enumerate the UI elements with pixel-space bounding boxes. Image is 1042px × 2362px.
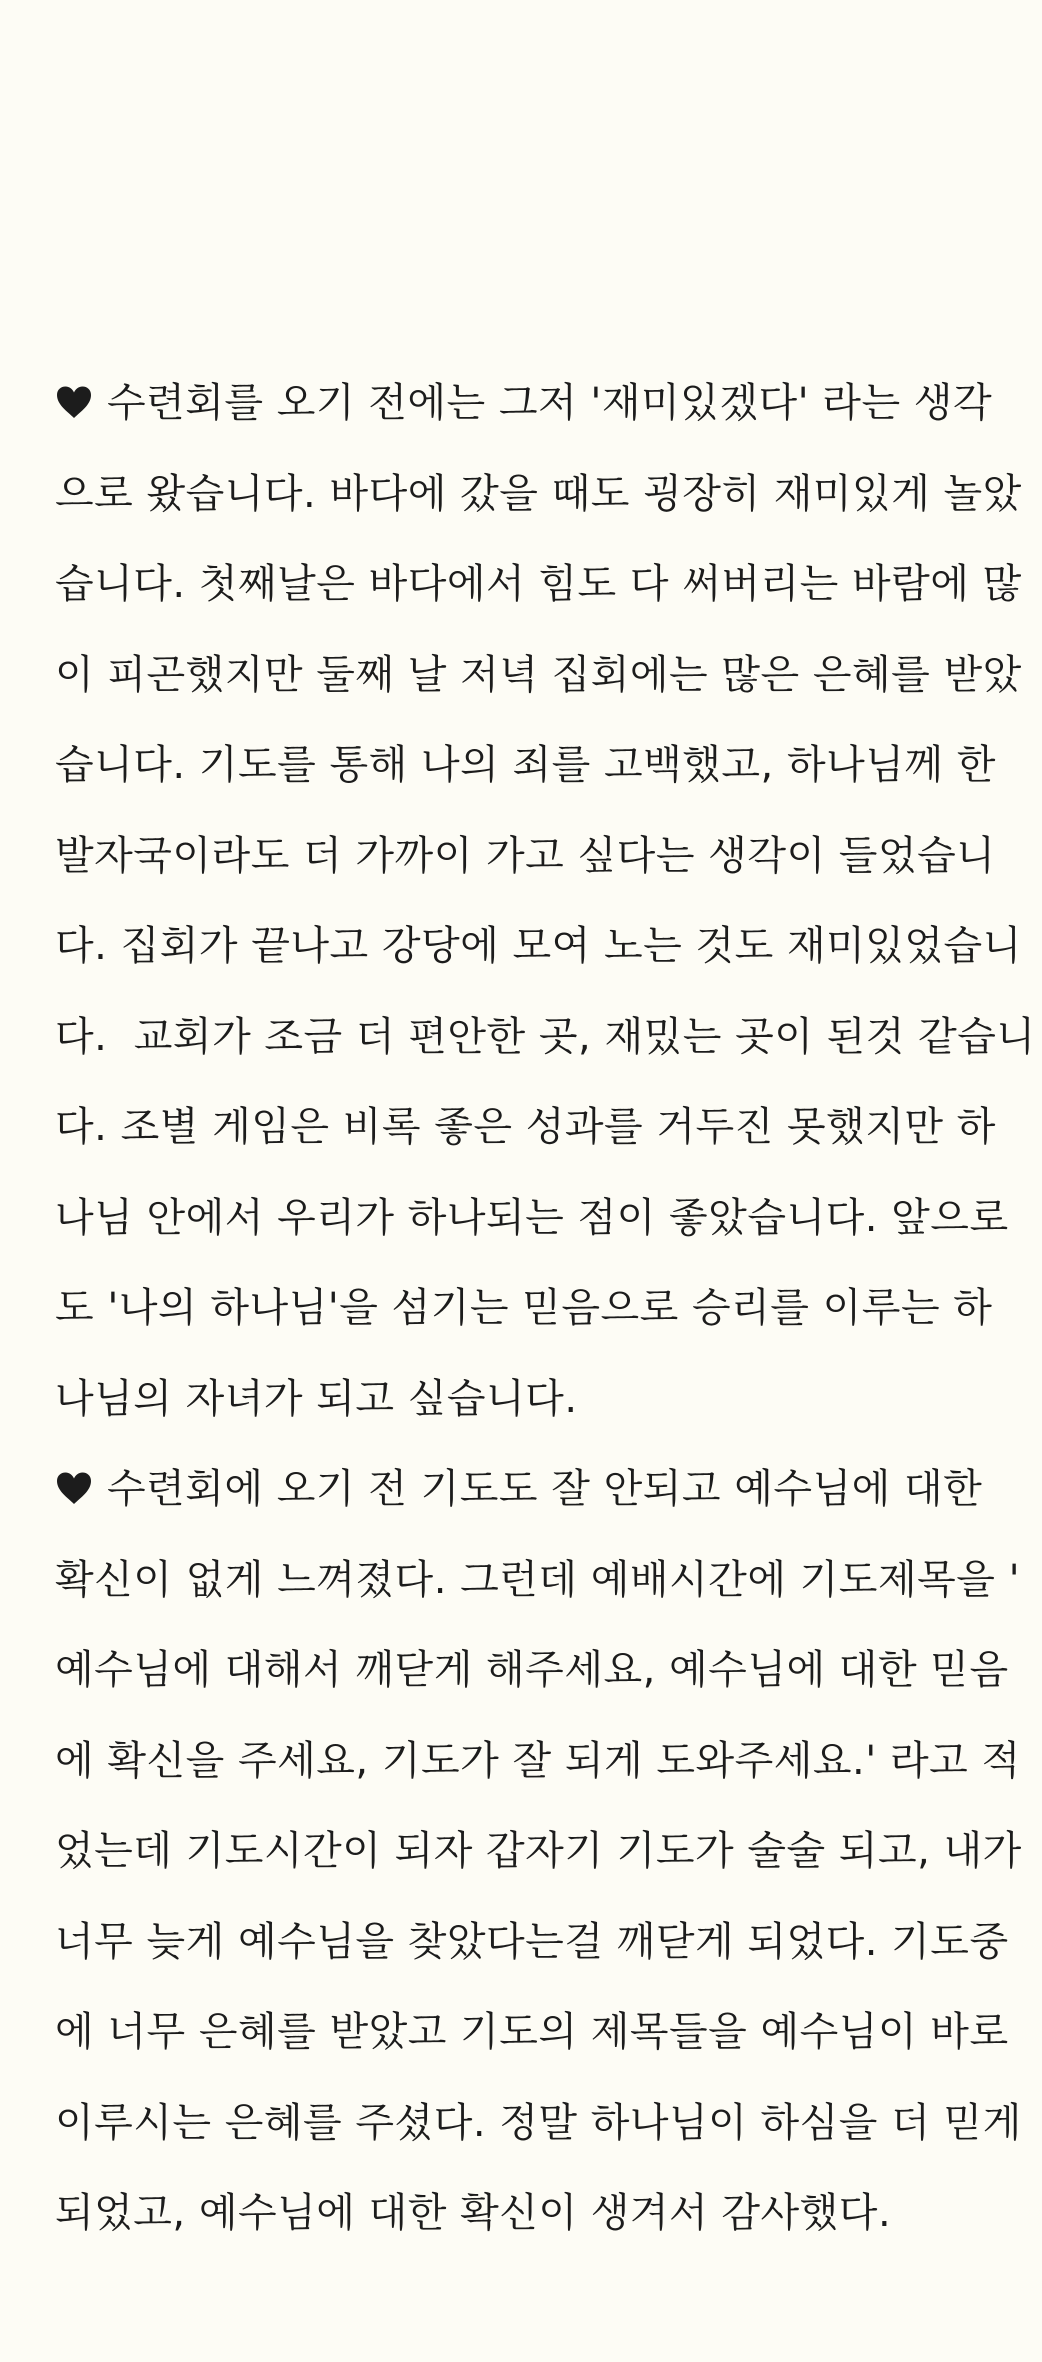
paragraph-line: 너무 늦게 예수님을 찾았다는걸 깨닫게 되었다. 기도중 [55,1918,1009,1965]
paragraph-line: 이 피곤했지만 둘째 날 저녁 집회에는 많은 은혜를 받았 [55,651,1022,698]
paragraph-line: 다. 조별 게임은 비록 좋은 성과를 거두진 못했지만 하 [55,1104,996,1150]
paragraph-line: 다. 집회가 끝나고 강당에 모여 노는 것도 재미있었습니 [55,923,1022,969]
testimony-text [55,358,1036,2259]
testimony-paragraph-2 [55,1444,1022,2259]
paragraph-line: 도 '나의 하나님'을 섬기는 믿음으로 승리를 이루는 하 [55,1285,993,1331]
paragraph-line: 발자국이라도 더 가까이 가고 싶다는 생각이 들었습니 [55,832,996,879]
paragraph-line: 습니다. 기도를 통해 나의 죄를 고백했고, 하나님께 한 [55,742,996,788]
paragraph-line: 예수님에 대해서 깨닫게 해주세요, 예수님에 대한 믿음 [55,1647,1009,1693]
paragraph-line: 수련회에 오기 전 기도도 잘 안되고 예수님에 대한 [55,1444,1000,1535]
heart-icon [55,1471,93,1505]
paragraph-line: 이루시는 은혜를 주셨다. 정말 하나님이 하심을 더 믿게 [55,2099,1022,2146]
paragraph-line: 에 확신을 주세요, 기도가 잘 되게 도와주세요.' 라고 적 [55,1737,1021,1784]
paragraph-line: 수련회를 오기 전에는 그저 '재미있겠다' 라는 생각 [55,358,1000,449]
paragraph-line: 습니다. 첫째날은 바다에서 힘도 다 써버리는 바람에 많 [55,561,1022,607]
paragraph-line: 에 너무 은혜를 받았고 기도의 제목들을 예수님이 바로 [55,2009,1009,2055]
paragraph-line: 었는데 기도시간이 되자 갑자기 기도가 술술 되고, 내가 [55,1828,1022,1874]
heart-icon [55,385,93,419]
paragraph-line: 확신이 없게 느껴졌다. 그런데 예배시간에 기도제목을 ' [55,1556,1021,1603]
paragraph-line: 으로 왔습니다. 바다에 갔을 때도 굉장히 재미있게 놀았 [55,470,1022,517]
paragraph-line: 나님 안에서 우리가 하나되는 점이 좋았습니다. 앞으로 [55,1194,1009,1241]
paragraph-line: 되었고, 예수님에 대한 확신이 생겨서 감사했다. [55,2190,892,2236]
paragraph-line: 나님의 자녀가 되고 싶습니다. [55,1375,578,1422]
testimony-paragraph-1 [55,358,1036,1444]
paragraph-line: 다. 교회가 조금 더 편안한 곳, 재밌는 곳이 된것 같습니 [55,1013,1036,1060]
